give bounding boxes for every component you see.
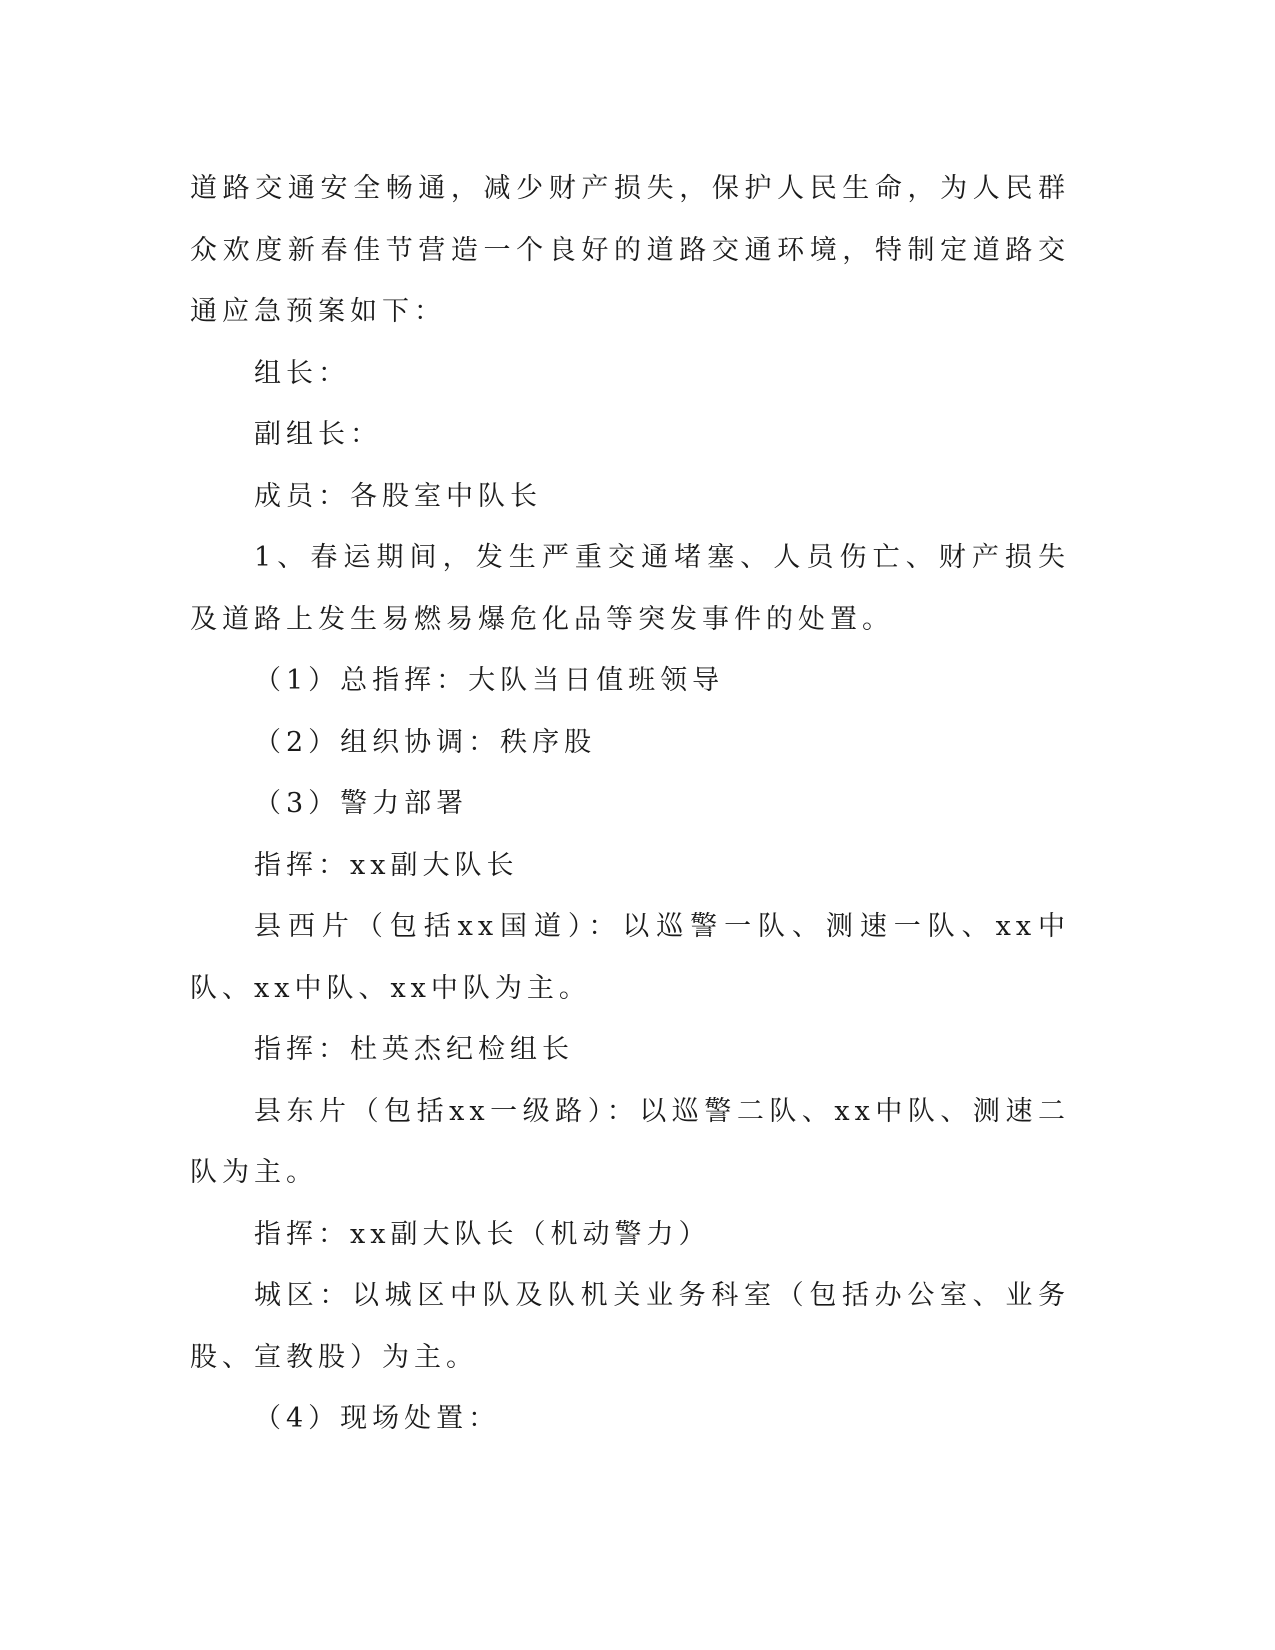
paragraph-command-west: 指挥：xx副大队长 [254, 849, 519, 881]
paragraph-item-3: （3）警力部署 [254, 788, 469, 819]
paragraph-west-area: 县西片（包括xx国道）：以巡警一队、测速一队、xx中队、xx中队、xx中队为主。 [190, 911, 1070, 1004]
paragraph-city-area: 城区：以城区中队及队机关业务科室（包括办公室、业务股、宣教股）为主。 [190, 1280, 1070, 1373]
paragraph-east-area: 县东片（包括xx一级路）：以巡警二队、xx中队、测速二队为主。 [190, 1095, 1070, 1188]
paragraph-item-4: （4）现场处置： [254, 1403, 501, 1434]
paragraph-item-2: （2）组织协调：秩序股 [254, 726, 597, 758]
paragraph-leader: 组长： [254, 357, 350, 389]
paragraph-members: 成员：各股室中队长 [254, 480, 542, 512]
paragraph-command-mobile: 指挥：xx副大队长（机动警力） [254, 1218, 711, 1250]
paragraph-command-east: 指挥：杜英杰纪检组长 [254, 1034, 574, 1065]
document-body [190, 158, 1070, 1450]
paragraph-section-1: 1、春运期间，发生严重交通堵塞、人员伤亡、财产损失及道路上发生易燃易爆危化品等突发事件的处置。 [190, 542, 1070, 635]
paragraph-intro: 道路交通安全畅通，减少财产损失，保护人民生命，为人民群众欢度新春佳节营造一个良好的道路交通环境，特制定道路交通应急预案如下： [190, 173, 1070, 327]
paragraph-item-1: （1）总指挥：大队当日值班领导 [254, 665, 725, 696]
paragraph-deputy-leader: 副组长： [254, 419, 382, 450]
